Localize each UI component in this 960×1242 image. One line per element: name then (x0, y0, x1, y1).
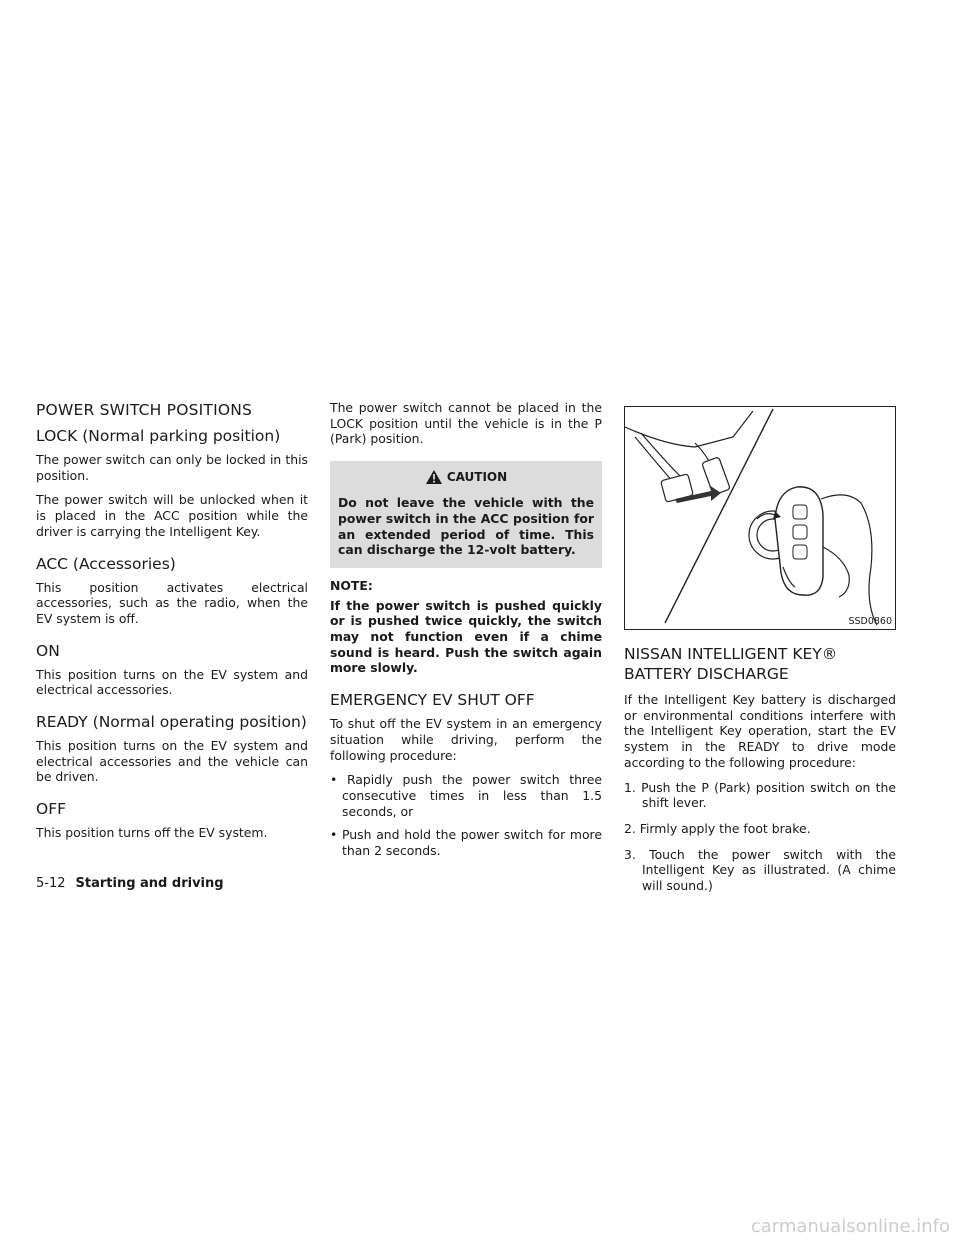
caution-header (338, 469, 594, 485)
left-column (36, 400, 308, 850)
on-heading: ON (36, 641, 60, 660)
page-section-title: POWER SWITCH POSITIONS (36, 401, 253, 419)
section-name: Starting and driving (75, 876, 224, 891)
note-label: NOTE: (330, 577, 373, 593)
key-touch-illustration (625, 407, 895, 629)
list-item: 2. Firmly apply the foot brake. (624, 820, 811, 836)
caution-label: CAUTION (446, 470, 508, 485)
intelligent-key-illustration (624, 406, 896, 630)
watermark: carmanualsonline.info (750, 1216, 950, 1237)
list-item: 3. Touch the power switch with the Intelligent Key as illustrated. (A chime will sound.) (624, 846, 896, 894)
emergency-paragraph: To shut off the EV system in an emergency situation while driving, perform the following procedure: (330, 716, 602, 763)
acc-paragraph: This position activates electrical accessories, such as the radio, when the EV system is off. (36, 579, 308, 626)
key-discharge-paragraph: If the Intelligent Key battery is discharged or environmental conditions interfere with the Intelligent Key operation, start the EV system in the READY to drive mode according to the following procedure: (624, 692, 896, 770)
middle-column (330, 400, 602, 867)
right-column (624, 406, 896, 904)
lock-paragraph-2: The power switch will be unlocked when it is placed in the ACC position while the driver is carrying the Intelligent Key. (36, 492, 308, 539)
caution-text: Do not leave the vehicle with the power switch in the ACC position for an extended period of time. This can discharge the 12-volt battery. (338, 495, 594, 558)
list-item: • Rapidly push the power switch three consecutive times in less than 1.5 seconds, or (330, 772, 602, 819)
page-footer (36, 876, 224, 891)
figure-code: SSD0860 (848, 616, 892, 627)
ready-paragraph: This position turns on the EV system and electrical accessories and the vehicle can be driven. (36, 738, 308, 785)
caution-box (330, 461, 602, 568)
note-text: If the power switch is pushed quickly or is pushed twice quickly, the switch may not function even if a chime sound is heard. Push the switch again more slowly. (330, 597, 602, 676)
warning-triangle-icon (425, 469, 443, 485)
lock-paragraph-1: The power switch can only be locked in this position. (36, 452, 308, 483)
acc-heading: ACC (Accessories) (36, 554, 176, 573)
key-discharge-steps (624, 780, 896, 894)
key-discharge-heading: NISSAN INTELLIGENT KEY® BATTERY DISCHARGE (624, 645, 838, 683)
lock-park-paragraph: The power switch cannot be placed in the LOCK position until the vehicle is in the P (Park) position. (330, 400, 602, 447)
off-heading: OFF (36, 800, 67, 819)
list-item: 1. Push the P (Park) position switch on the shift lever. (624, 779, 896, 811)
on-paragraph: This position turns on the EV system and electrical accessories. (36, 666, 308, 698)
emergency-heading: EMERGENCY EV SHUT OFF (330, 691, 535, 710)
list-item: • Push and hold the power switch for more than 2 seconds. (330, 827, 602, 859)
off-paragraph: This position turns off the EV system. (36, 825, 268, 841)
ready-heading: READY (Normal operating position) (36, 713, 307, 732)
lock-heading: LOCK (Normal parking position) (36, 427, 281, 445)
page-number: 5-12 (36, 876, 66, 891)
emergency-steps-list (330, 772, 602, 859)
